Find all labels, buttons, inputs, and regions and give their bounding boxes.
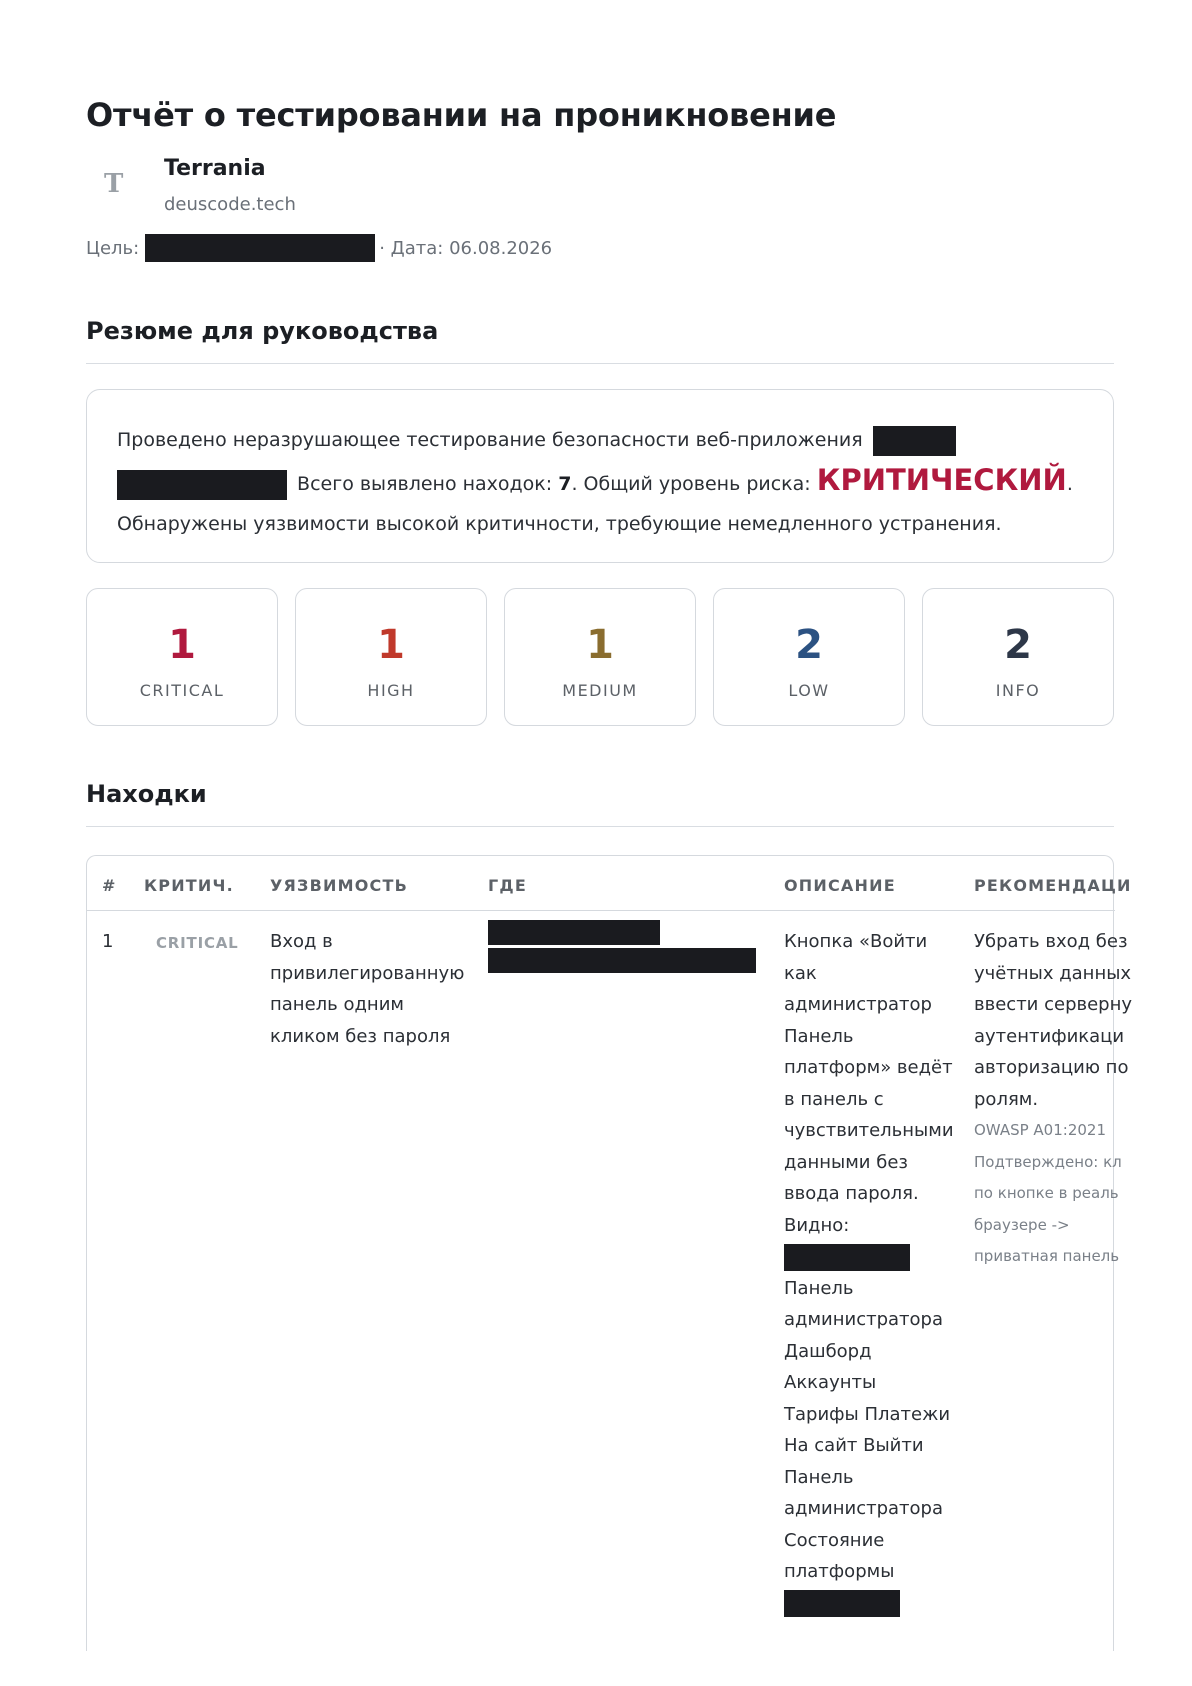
redacted-description-2-row: [784, 1588, 954, 1620]
owasp-reference: OWASP A01:2021: [974, 1121, 1106, 1139]
findings-table: [86, 855, 1133, 1651]
brand-block: [104, 152, 434, 222]
severity-label: MEDIUM: [562, 681, 638, 700]
redacted-app-name: [873, 426, 956, 456]
summary-line-1: [117, 420, 1083, 460]
summary-text-3: . Общий уровень риска:: [571, 473, 811, 495]
severity-card-low: [713, 588, 905, 726]
risk-level: КРИТИЧЕСКИЙ: [816, 463, 1067, 497]
column-header-severity: КРИТИЧ.: [144, 876, 234, 895]
finding-recommendation: Убрать вход без учётных данных ввести серверну аутентификаци авторизацию по ролям. OWASP A01:2021 Подтверждено: кл по кнопке в реаль браузере -> приватная панель: [974, 931, 1133, 1265]
finding-number: 1: [102, 931, 114, 952]
summary-line-3: Обнаружены уязвимости высокой критичности, требующие немедленного устранения.: [117, 513, 1002, 535]
severity-card-info: [922, 588, 1114, 726]
column-header-location: ГДЕ: [488, 876, 527, 895]
severity-count: 2: [795, 622, 823, 668]
severity-cards: [86, 588, 1114, 726]
finding-description: Кнопка «Войти как администратор Панель платформ» ведёт в панель с чувствительными данными без ввода пароля. Видно: Панель администратора Дашборд Аккаунты Тарифы Платежи На сайт Выйти Панель администратора Состояние платформы: [784, 926, 954, 1619]
brand-name: Terrania: [164, 156, 266, 181]
findings-heading: Находки: [86, 780, 207, 808]
severity-count: 1: [586, 622, 614, 668]
summary-text-1: Проведено неразрушающее тестирование безопасности веб-приложения: [117, 429, 863, 451]
redacted-description-2: [784, 1590, 900, 1617]
table-header: [87, 856, 1132, 911]
redacted-location-2: [488, 948, 756, 973]
column-header-number: #: [102, 876, 117, 895]
brand-domain: deuscode.tech: [164, 194, 296, 215]
severity-label: CRITICAL: [139, 681, 225, 700]
target-date-line: [86, 234, 552, 262]
redacted-app-url: [117, 470, 287, 500]
severity-label: HIGH: [367, 681, 415, 700]
severity-count: 1: [168, 622, 196, 668]
finding-location: [488, 926, 760, 973]
severity-label: LOW: [788, 681, 830, 700]
severity-card-high: [295, 588, 487, 726]
column-header-vulnerability: УЯЗВИМОСТЬ: [270, 876, 408, 895]
finding-severity-badge: CRITICAL: [156, 934, 239, 952]
page-title: Отчёт о тестировании на проникновение: [86, 96, 837, 134]
redacted-description-1: [784, 1244, 910, 1271]
total-findings: 7: [558, 473, 572, 495]
target-label: Цель:: [86, 237, 140, 259]
report-date: · Дата: 06.08.2026: [379, 237, 553, 259]
severity-label: INFO: [995, 681, 1041, 700]
severity-card-medium: [504, 588, 696, 726]
brand-logo-icon: T: [104, 169, 124, 199]
redacted-target: [145, 234, 375, 262]
summary-line-2: [117, 460, 1083, 504]
summary-card: [86, 389, 1114, 563]
summary-text-4: .: [1066, 473, 1073, 495]
summary-heading: Резюме для руководства: [86, 317, 439, 345]
summary-divider: [86, 363, 1114, 364]
redacted-location-1: [488, 920, 660, 945]
findings-divider: [86, 826, 1114, 827]
redacted-description-1-row: [784, 1241, 954, 1273]
summary-text-2: Всего выявлено находок:: [297, 473, 553, 495]
column-header-recommendation: РЕКОМЕНДАЦИ: [974, 876, 1132, 895]
severity-count: 2: [1004, 622, 1032, 668]
severity-card-critical: [86, 588, 278, 726]
severity-count: 1: [377, 622, 405, 668]
finding-vulnerability: Вход в привилегированную панель одним кликом без пароля: [270, 931, 465, 1047]
column-header-description: ОПИСАНИЕ: [784, 876, 896, 895]
